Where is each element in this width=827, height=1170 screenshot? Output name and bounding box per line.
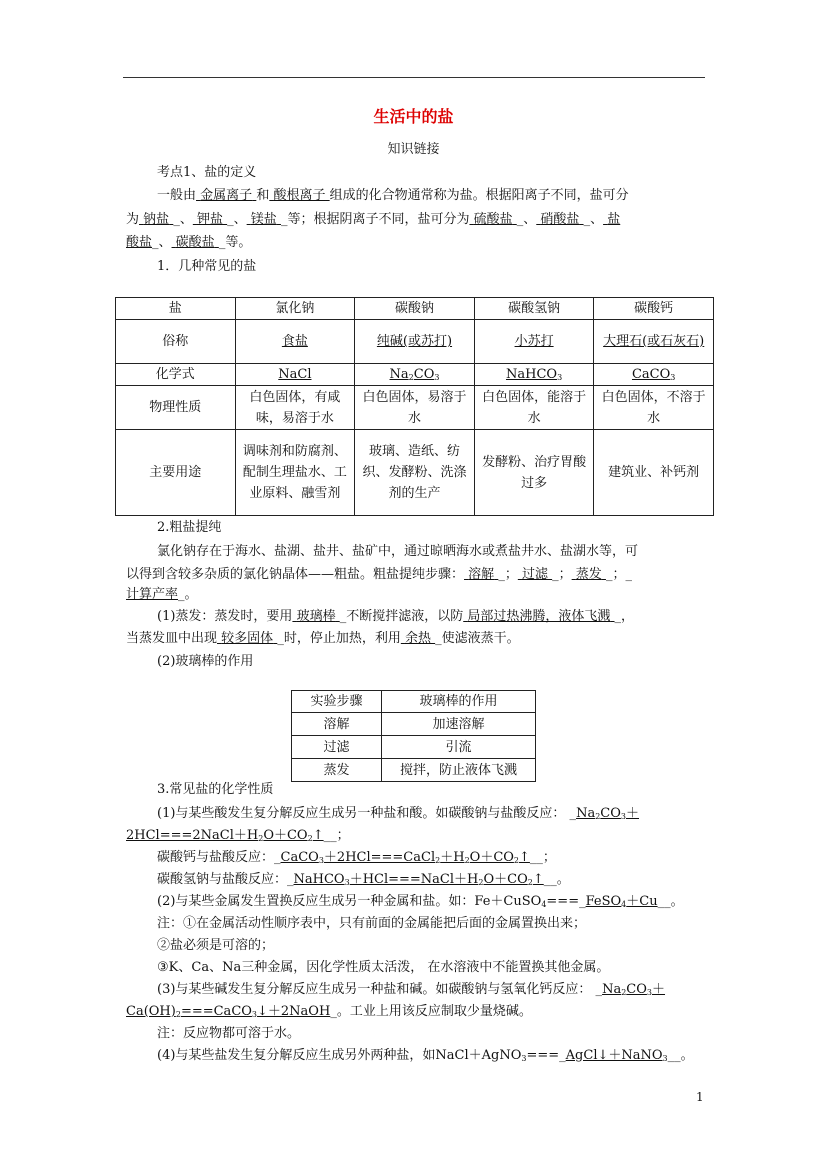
equation-line: (2)与某些金属发生置换反应生成另一种金属和盐。如：Fe＋CuSO$_4$===_FeSO$_4$＋Cu__。	[157, 894, 684, 909]
table-header-cell: 碳酸氢钠	[474, 298, 594, 320]
paragraph-line: 注：反应物都可溶于水。	[157, 1026, 301, 1041]
paragraph-line: 一般由 金属离子 和 酸根离子 组成的化合物通常称为盐。根据阳离子不同，盐可分	[157, 188, 629, 203]
table-cell: 调味剂和防腐剂、配制生理盐水、工业原料、融雪剂	[235, 430, 355, 516]
table-header-cell: 实验步骤	[292, 691, 382, 713]
table-cell: 白色固体，有咸味，易溶于水	[235, 386, 355, 430]
table-cell: NaCl	[235, 364, 355, 386]
table-cell: 白色固体，能溶于水	[474, 386, 594, 430]
table-cell: 蒸发	[292, 759, 382, 782]
paragraph-line: (1)蒸发：蒸发时，要用 玻璃棒 _不断搅拌滤液，以防 局部过热沸腾，液体飞溅 _，	[157, 609, 635, 624]
table-cell: 发酵粉、治疗胃酸过多	[474, 430, 594, 516]
equation-line: 碳酸钙与盐酸反应：$\_CaCO_3+2HCl===CaCl_2+H_2O+CO_2↑\_\_$；	[157, 850, 556, 865]
paragraph-line: 计算产率_。	[126, 587, 198, 602]
paragraph-line: 当蒸发皿中出现 较多固体 _时，停止加热，利用 余热 _使滤液蒸干。	[126, 631, 520, 646]
table-header-cell: 碳酸钙	[594, 298, 714, 320]
section-heading-2: 1．几种常见的盐	[157, 259, 257, 274]
table-cell: 纯碱(或苏打)	[355, 320, 475, 364]
table-cell: 加速溶解	[382, 713, 536, 736]
row-label: 主要用途	[116, 430, 236, 516]
page-title: 生活中的盐	[373, 107, 454, 126]
table-cell: 过滤	[292, 736, 382, 759]
equation-line: 碳酸氢钠与盐酸反应：$\_NaHCO_3+HCl===NaCl+H_2O+CO_2↑\_\_$。	[157, 872, 570, 887]
row-label: 化学式	[116, 364, 236, 386]
table-cell: $Na_2CO_3$	[355, 364, 475, 386]
table-cell: 食盐	[235, 320, 355, 364]
paragraph-line: (2)玻璃棒的作用	[157, 654, 254, 669]
page-number: 1	[696, 1090, 704, 1104]
paragraph-line: 氯化钠存在于海水、盐湖、盐井、盐矿中，通过晾晒海水或煮盐井水、盐湖水等，可	[157, 544, 639, 559]
glass-rod-table	[291, 690, 536, 782]
table-cell: 白色固体，易溶于水	[355, 386, 475, 430]
equation-line: (4)与某些盐发生复分解反应生成另外两种盐，如NaCl＋AgNO$_3$===_AgCl↓＋NaNO$_3$__。	[157, 1048, 694, 1063]
table-cell: CaCO$_3$	[594, 364, 714, 386]
paragraph-line: 以得到含较多杂质的氯化钠晶体——粗盐。粗盐提纯步骤： 溶解 _； 过滤 _； 蒸发 _；_	[126, 567, 632, 582]
table-header-cell: 氯化钠	[235, 298, 355, 320]
table-header-cell: 盐	[116, 298, 236, 320]
header-rule	[123, 77, 705, 78]
table-cell: 玻璃、造纸、纺织、发酵粉、洗涤剂的生产	[355, 430, 475, 516]
table-cell: 建筑业、补钙剂	[594, 430, 714, 516]
section-heading-1: 考点1、盐的定义	[157, 165, 257, 180]
section-heading-4: 3.常见盐的化学性质	[157, 782, 274, 797]
paragraph-line: 为 钠盐 _、 钾盐 _、 镁盐 _等；根据阴离子不同，盐可分为 硫酸盐 _、 硝酸盐 _、 盐	[126, 212, 621, 227]
paragraph-line: 注：①在金属活动性顺序表中，只有前面的金属能把后面的金属置换出来；	[157, 916, 587, 931]
equation-line: $Ca(OH)_2===CaCO_3↓+2NaOH\_$。工业上用该反应制取少量烧碱。	[126, 1004, 532, 1019]
section-heading-3: 2.粗盐提纯	[157, 520, 222, 535]
row-label: 俗称	[116, 320, 236, 364]
row-label: 物理性质	[116, 386, 236, 430]
table-cell: 白色固体，不溶于水	[594, 386, 714, 430]
table-cell: 引流	[382, 736, 536, 759]
table-cell: NaHCO$_3$	[474, 364, 594, 386]
table-cell: 溶解	[292, 713, 382, 736]
table-cell: 大理石(或石灰石)	[594, 320, 714, 364]
paragraph-line: (3)与某些碱发生复分解反应生成另一种盐和碱。如碳酸钠与氢氧化钙反应： $\_Na_2CO_3+$	[157, 982, 666, 997]
table-cell: 搅拌，防止液体飞溅	[382, 759, 536, 782]
paragraph-line: ③K、Ca、Na三种金属，因化学性质太活泼， 在水溶液中不能置换其他金属。	[157, 960, 610, 975]
paragraph-line: 酸盐_、 碳酸盐 _等。	[126, 235, 252, 250]
table-cell: 小苏打	[474, 320, 594, 364]
table-header-cell: 玻璃棒的作用	[382, 691, 536, 713]
subtitle: 知识链接	[387, 142, 440, 157]
equation-line: $2HCl===2NaCl+H_2O+CO_2↑\_\_$；	[126, 828, 350, 843]
paragraph-line: (1)与某些酸发生复分解反应生成另一种盐和酸。如碳酸钠与盐酸反应： $\_Na_2CO_3+$	[157, 806, 640, 821]
paragraph-line: ②盐必须是可溶的；	[157, 938, 275, 953]
common-salts-table	[115, 297, 714, 516]
table-header-cell: 碳酸钠	[355, 298, 475, 320]
